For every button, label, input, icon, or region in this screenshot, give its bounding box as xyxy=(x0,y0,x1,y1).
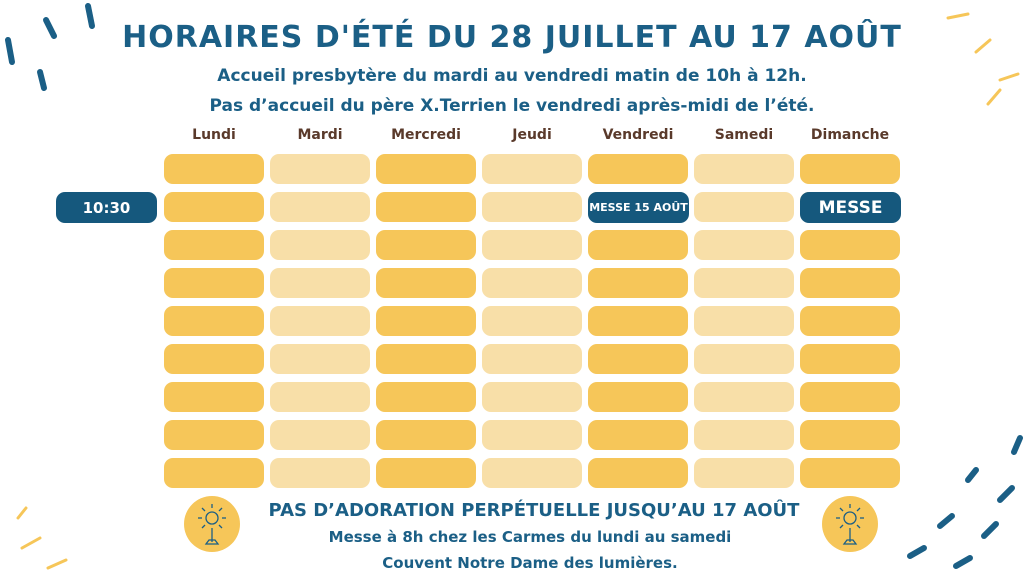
schedule-cell xyxy=(270,154,370,184)
schedule-cell xyxy=(376,458,476,488)
schedule-cell xyxy=(694,382,794,412)
schedule-cell xyxy=(482,420,582,450)
day-header-mercredi: Mercredi xyxy=(391,127,461,143)
schedule-cell xyxy=(482,154,582,184)
subtitle-no-reception: Pas d’accueil du père X.Terrien le vendredi après-midi de l’été. xyxy=(209,96,815,116)
schedule-cell xyxy=(376,192,476,222)
schedule-cell xyxy=(800,268,900,298)
schedule-cell xyxy=(588,268,688,298)
subtitle-reception-hours: Accueil presbytère du mardi au vendredi matin de 10h à 12h. xyxy=(217,66,807,86)
schedule-cell xyxy=(588,154,688,184)
schedule-cell xyxy=(164,458,264,488)
schedule-cell xyxy=(800,344,900,374)
day-header-dimanche: Dimanche xyxy=(810,127,890,143)
day-header-samedi: Samedi xyxy=(714,127,774,143)
schedule-cell xyxy=(588,382,688,412)
schedule-cell xyxy=(694,306,794,336)
day-header-lundi: Lundi xyxy=(192,127,236,143)
schedule-cell xyxy=(376,382,476,412)
schedule-cell xyxy=(164,268,264,298)
page-title: HORAIRES D'ÉTÉ DU 28 JUILLET AU 17 AOÛT xyxy=(122,20,902,55)
event-vendredi-messe-15-aout: MESSE 15 AOÛT xyxy=(588,192,689,223)
schedule-cell xyxy=(376,230,476,260)
schedule-cell xyxy=(800,154,900,184)
schedule-cell xyxy=(164,154,264,184)
schedule-cell xyxy=(164,230,264,260)
schedule-cell xyxy=(376,306,476,336)
schedule-cell xyxy=(270,306,370,336)
schedule-cell xyxy=(694,344,794,374)
schedule-cell xyxy=(164,344,264,374)
schedule-cell xyxy=(270,420,370,450)
schedule-cell xyxy=(588,230,688,260)
schedule-cell xyxy=(800,230,900,260)
schedule-cell xyxy=(270,458,370,488)
schedule-cell xyxy=(482,192,582,222)
day-header-mardi: Mardi xyxy=(297,127,343,143)
schedule-cell xyxy=(482,458,582,488)
schedule-cell xyxy=(270,344,370,374)
schedule-cell xyxy=(376,154,476,184)
day-header-vendredi: Vendredi xyxy=(602,127,674,143)
footer-adoration-notice: PAS D’ADORATION PERPÉTUELLE JUSQU’AU 17 AOÛT xyxy=(268,500,800,521)
schedule-cell xyxy=(800,458,900,488)
schedule-cell xyxy=(588,344,688,374)
schedule-cell xyxy=(376,420,476,450)
schedule-cell xyxy=(694,192,794,222)
schedule-cell xyxy=(270,230,370,260)
schedule-cell xyxy=(800,382,900,412)
schedule-cell xyxy=(588,458,688,488)
schedule-cell xyxy=(694,230,794,260)
schedule-cell xyxy=(482,382,582,412)
schedule-cell xyxy=(800,420,900,450)
schedule-cell xyxy=(482,268,582,298)
schedule-cell xyxy=(376,268,476,298)
schedule-cell xyxy=(482,306,582,336)
schedule-cell xyxy=(588,306,688,336)
schedule-cell xyxy=(694,268,794,298)
schedule-cell xyxy=(270,268,370,298)
footer-mass-carmes: Messe à 8h chez les Carmes du lundi au samedi xyxy=(328,528,732,546)
schedule-cell xyxy=(482,230,582,260)
schedule-cell xyxy=(482,344,582,374)
schedule-cell xyxy=(164,192,264,222)
schedule-cell xyxy=(588,420,688,450)
event-dimanche-messe: MESSE xyxy=(800,192,901,223)
schedule-cell xyxy=(164,382,264,412)
footer-convent: Couvent Notre Dame des lumières. xyxy=(382,554,678,572)
day-header-jeudi: Jeudi xyxy=(512,127,552,143)
schedule-cell xyxy=(164,306,264,336)
schedule-cell xyxy=(800,306,900,336)
schedule-cell xyxy=(694,154,794,184)
time-slot-label: 10:30 xyxy=(56,192,157,223)
schedule-cell xyxy=(376,344,476,374)
schedule-cell xyxy=(270,382,370,412)
schedule-cell xyxy=(694,458,794,488)
schedule-cell xyxy=(270,192,370,222)
schedule-cell xyxy=(694,420,794,450)
schedule-cell xyxy=(164,420,264,450)
